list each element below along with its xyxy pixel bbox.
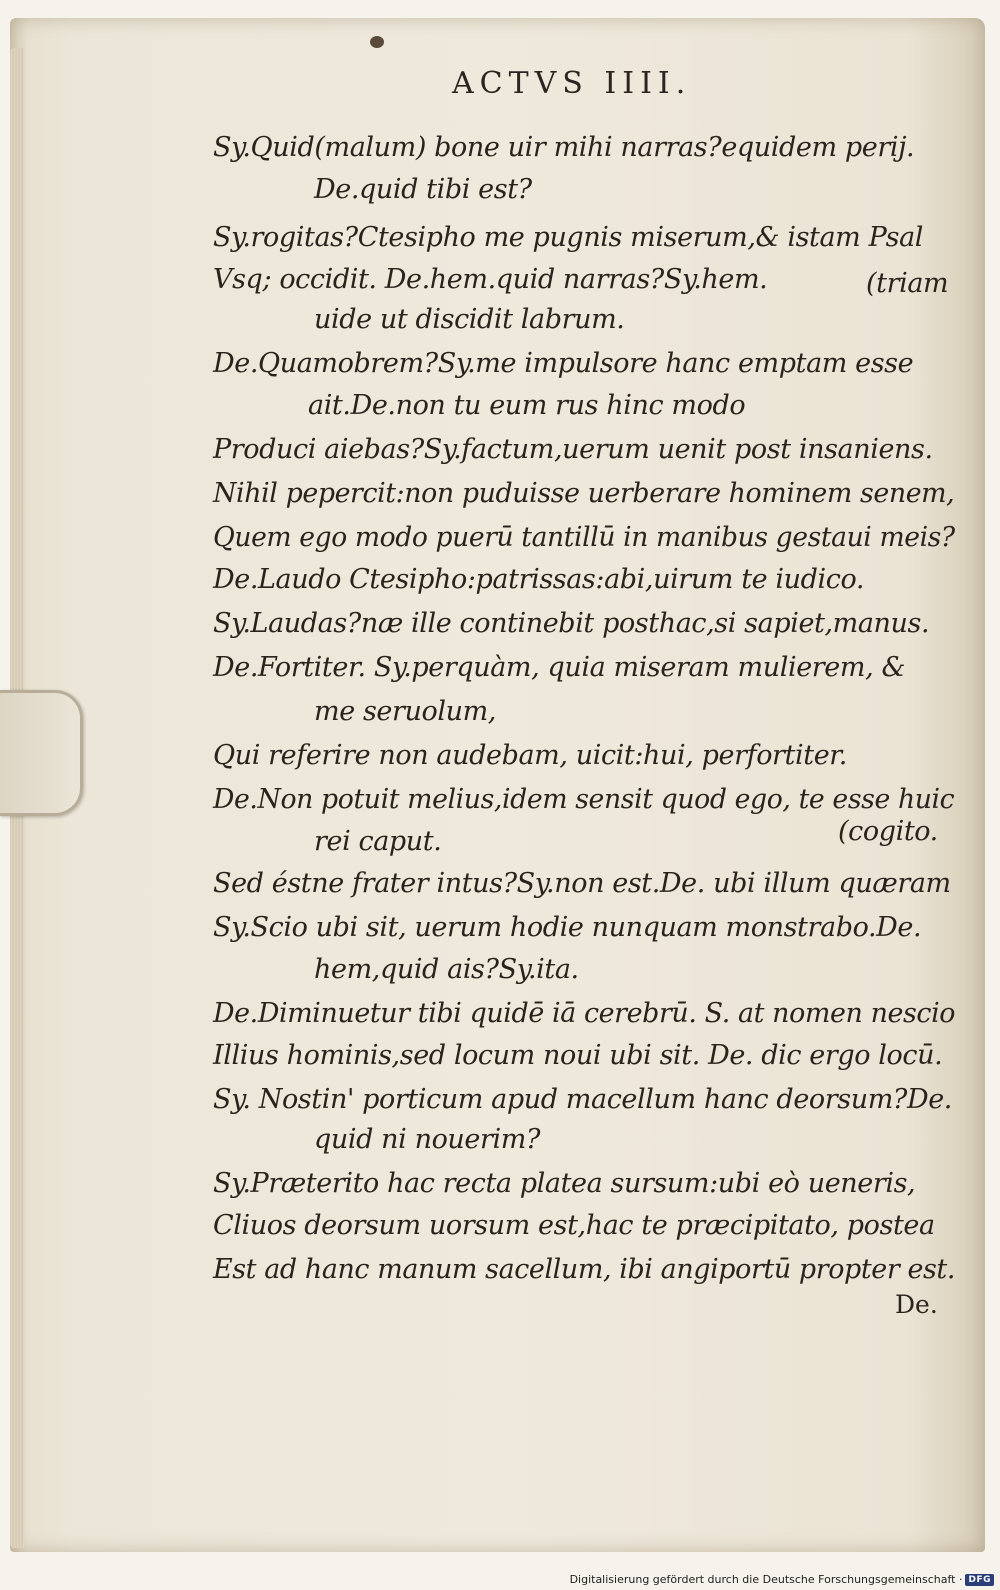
text-line: Est ad hanc manum sacellum, ibi angiportū propter est. bbox=[213, 1254, 955, 1285]
text-line: De.Diminuetur tibi quidē iā cerebrū. S. at nomen nescio bbox=[213, 998, 956, 1029]
text-line: De.Quamobrem?Sy.me impulsore hanc emptam esse bbox=[213, 348, 914, 379]
text-line: De.quid tibi est? bbox=[314, 174, 532, 205]
text-line: (triam bbox=[866, 268, 949, 299]
text-line: (cogito. bbox=[838, 816, 938, 847]
text-line: Sy.Quid(malum) bone uir mihi narras?equidem perij. bbox=[213, 132, 915, 163]
page-clip bbox=[0, 690, 83, 816]
footer-credit bbox=[570, 1573, 994, 1586]
text-line: uide ut discidit labrum. bbox=[314, 304, 625, 335]
text-line: Sy.Laudas?næ ille continebit posthac,si sapiet,manus. bbox=[213, 608, 930, 639]
text-line: me seruolum, bbox=[314, 696, 496, 727]
text-line: Qui referire non audebam, uicit:hui, perfortiter. bbox=[213, 740, 847, 771]
text-line: Sy. Nostin' porticum apud macellum hanc deorsum?De. bbox=[213, 1084, 952, 1115]
text-line: Sy.Præterito hac recta platea sursum:ubi eò ueneris, bbox=[213, 1168, 916, 1199]
text-line: Illius hominis,sed locum noui ubi sit. De. dic ergo locū. bbox=[213, 1040, 943, 1071]
text-line: De.Laudo Ctesipho:patrissas:abi,uirum te iudico. bbox=[213, 564, 865, 595]
text-line: Produci aiebas?Sy.factum,uerum uenit post insaniens. bbox=[213, 434, 933, 465]
text-line: quid ni nouerim? bbox=[314, 1124, 541, 1155]
running-header: ACTVS IIII. bbox=[452, 66, 692, 101]
text-line: Nihil pepercit:non puduisse uerberare hominem senem, bbox=[213, 478, 955, 509]
text-line: Cliuos deorsum uorsum est,hac te præcipitato, postea bbox=[213, 1210, 935, 1241]
footer-text: Digitalisierung gefördert durch die Deutsche Forschungsgemeinschaft · bbox=[569, 1573, 963, 1586]
text-line: De.Non potuit melius,idem sensit quod ego, te esse huic bbox=[213, 784, 955, 815]
ink-spot bbox=[370, 36, 384, 48]
text-line: Sy.Scio ubi sit, uerum hodie nunquam monstrabo.De. bbox=[213, 912, 922, 943]
text-line: Sy.rogitas?Ctesipho me pugnis miserum,& istam Psal bbox=[213, 222, 924, 253]
dfg-logo: DFG bbox=[965, 1574, 994, 1586]
text-line: hem,quid ais?Sy.ita. bbox=[314, 954, 579, 985]
text-line: Sed éstne frater intus?Sy.non est.De. ubi illum quæram bbox=[213, 868, 951, 899]
text-line: De.Fortiter. Sy.perquàm, quia miseram mulierem, & bbox=[213, 652, 906, 683]
text-line: Vsq; occidit. De.hem.quid narras?Sy.hem. bbox=[213, 264, 768, 295]
catchword: De. bbox=[895, 1290, 938, 1319]
text-line: Quem ego modo puerū tantillū in manibus gestaui meis? bbox=[213, 522, 955, 553]
text-line: rei caput. bbox=[314, 826, 442, 857]
text-line: ait.De.non tu eum rus hinc modo bbox=[308, 390, 746, 421]
